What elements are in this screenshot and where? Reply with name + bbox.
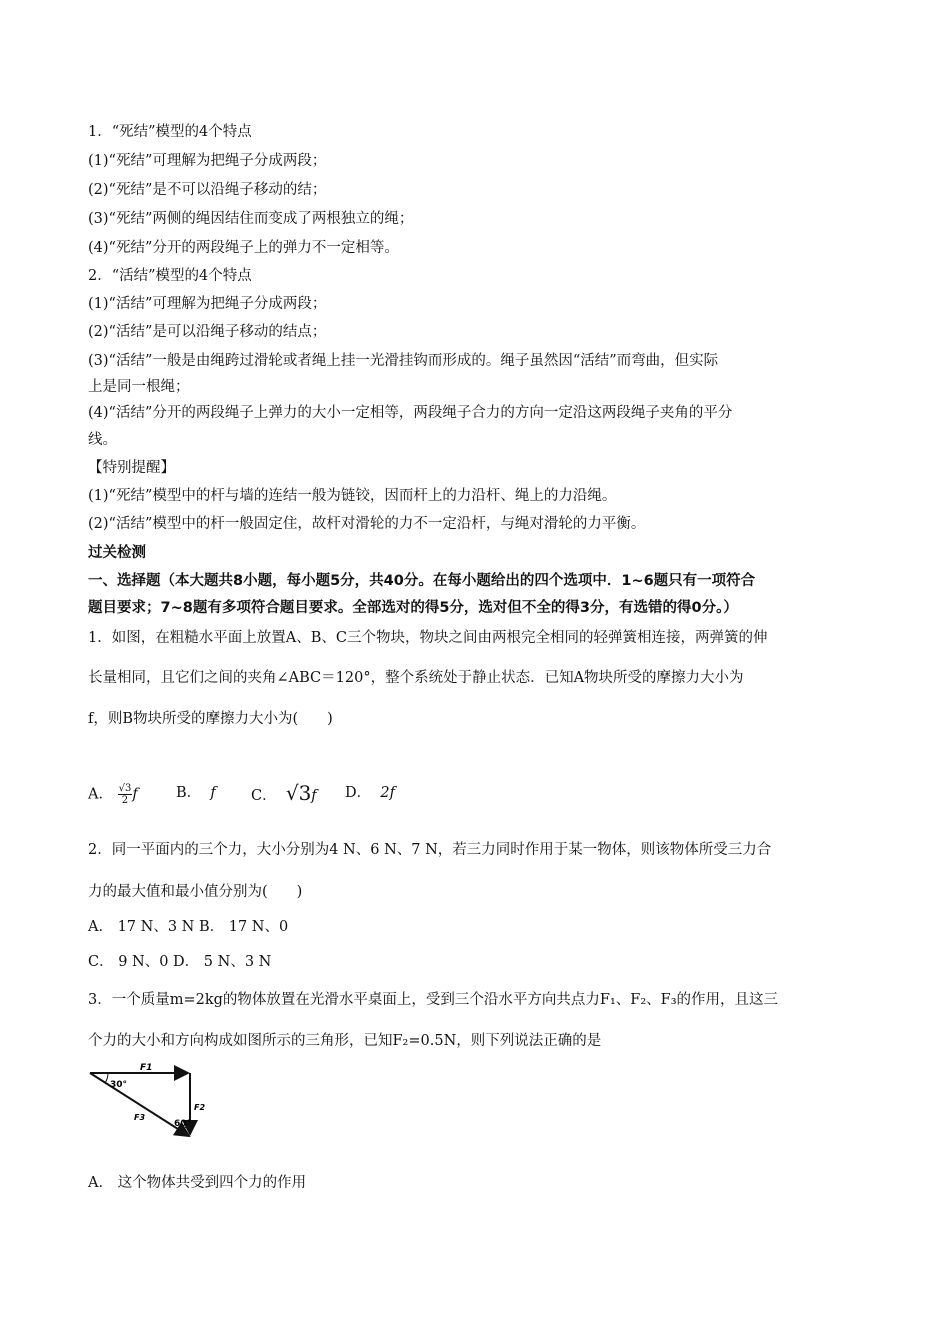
dead-knot-point-2: (2)“死结”是不可以沿绳子移动的结；: [88, 182, 327, 198]
f1-label: F1: [140, 1063, 153, 1073]
live-knot-title: 2．“活结”模型的4个特点: [88, 268, 252, 284]
q3-line-1: 3．一个质量m=2kg的物体放置在光滑水平桌面上，受到三个沿水平方向共点力F₁、F₂、F₃的作用，且这三: [88, 992, 779, 1008]
q1-line-2: 长量相同，且它们之间的夹角∠ABC＝120°，整个系统处于静止状态．已知A物块所受的摩擦力大小为: [88, 670, 744, 686]
angle-30-label: 30°: [110, 1080, 128, 1090]
test-heading: 过关检测: [88, 545, 146, 561]
angle-60-label: 60°: [174, 1119, 192, 1129]
reminder-title: 【特别提醒】: [88, 460, 175, 476]
dead-knot-point-4: (4)“死结”分开的两段绳子上的弹力不一定相等。: [88, 240, 399, 256]
q3-line-2: 个力的大小和方向构成如图所示的三角形，已知F₂=0.5N，则下列说法正确的是: [88, 1033, 602, 1049]
live-knot-point-4b: 线。: [88, 432, 117, 448]
reminder-point-2: (2)“活结”模型中的杆一般固定住，故杆对滑轮的力不一定沿杆，与绳对滑轮的力平衡。: [88, 516, 646, 532]
dead-knot-point-1: (1)“死结”可理解为把绳子分成两段；: [88, 153, 327, 169]
q2-line-2: 力的最大值和最小值分别为( ): [88, 884, 303, 900]
q2-line-1: 2．同一平面内的三个力，大小分别为4 N、6 N、7 N，若三力同时作用于某一物体，则该物体所受三力合: [88, 842, 772, 858]
q1-option-a-fraction: $\frac{√3}{2}$: [118, 783, 132, 806]
q3-option-a: A． 这个物体共受到四个力的作用: [88, 1175, 307, 1191]
dead-knot-title: 1．“死结”模型的4个特点: [88, 124, 252, 140]
live-knot-point-2: (2)“活结”是可以沿绳子移动的结点；: [88, 324, 327, 340]
force-triangle-figure: [84, 1060, 214, 1146]
q1-option-d: D． 2f: [345, 785, 395, 801]
angle-arc-top: [105, 1073, 108, 1083]
q1-option-a-label: A．: [88, 786, 113, 803]
live-knot-point-3a: (3)“活结”一般是由绳跨过滑轮或者绳上挂一光滑挂钩而形成的。绳子虽然因“活结”而弯曲，但实际: [88, 353, 719, 369]
section-instructions-line-2: 题目要求；7~8题有多项符合题目要求。全部选对的得5分，选对但不全的得3分，有选错的得0分。）: [88, 600, 738, 616]
dead-knot-point-3: (3)“死结”两侧的绳因结住而变成了两根独立的绳；: [88, 211, 414, 227]
q1-option-c: C． √3f: [251, 781, 317, 805]
f2-label: F2: [194, 1103, 206, 1112]
section-instructions-line-1: 一、选择题（本大题共8小题，每小题5分，共40分。在每小题给出的四个选项中．1~6题只有一项符合: [88, 573, 756, 589]
q2-options-ab: A． 17 N、3 N B． 17 N、0: [88, 919, 289, 935]
q2-options-cd: C． 9 N、0 D． 5 N、3 N: [88, 954, 272, 970]
live-knot-point-3b: 上是同一根绳；: [88, 379, 190, 395]
q1-option-b: B． f: [176, 785, 216, 801]
f3-label: F3: [134, 1113, 146, 1122]
live-knot-point-1: (1)“活结”可理解为把绳子分成两段；: [88, 296, 327, 312]
live-knot-point-4a: (4)“活结”分开的两段绳子上弹力的大小一定相等，两段绳子合力的方向一定沿这两段绳子夹角的平分: [88, 405, 733, 421]
q1-option-a: A． $\frac{√3}{2}$ f: [88, 783, 138, 806]
reminder-point-1: (1)“死结”模型中的杆与墙的连结一般为链铰，因而杆上的力沿杆、绳上的力沿绳。: [88, 488, 617, 504]
q1-line-1: 1．如图，在粗糙水平面上放置A、B、C三个物块，物块之间由两根完全相同的轻弹簧相连接，两弹簧的伸: [88, 630, 768, 646]
q1-line-3: f，则B物块所受的摩擦力大小为( ): [88, 711, 333, 727]
